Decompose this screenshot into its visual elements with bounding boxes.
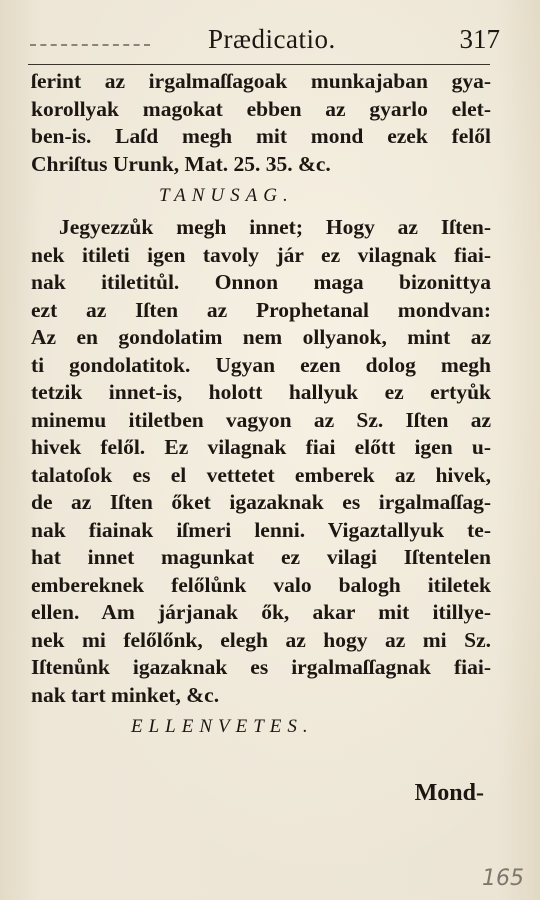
text-line: nak itiletitůl. Onnon maga bizonittya: [31, 270, 491, 294]
text-line: talatoſok es el vettetet emberek az hivek,: [31, 462, 491, 487]
text-line: Az en gondolatim nem ollyanok, mint az: [31, 325, 491, 349]
text-line: Jegyezzůk megh innet; Hogy az Iſten-: [59, 215, 491, 239]
text-line: ſerint az irgalmaſſagoak munkajaban gya-: [31, 69, 491, 93]
text-line: ti gondolatitok. Ugyan ezen dolog megh: [31, 352, 491, 377]
body-text: [31, 68, 491, 745]
section-heading-tanusag: TANUSAG.: [159, 185, 294, 206]
page-header: [30, 22, 500, 62]
header-rule: [28, 64, 490, 65]
text-line: nak tart minket, &c.: [31, 682, 220, 707]
text-line: Iſtenůnk igazaknak es irgalmaſſagnak fiai-: [31, 655, 491, 679]
text-line: ellen. Am járjanak ők, akar mit itillye-: [31, 600, 491, 624]
text-line: tetzik innet-is, holott hallyuk ez ertyůk: [31, 380, 491, 404]
text-line: ezt az Iſten az Prophetanal mondvan:: [31, 297, 491, 322]
header-ornament-rule: [30, 44, 150, 46]
page-number: 317: [459, 24, 500, 54]
section-heading-ellenvetes: ELLENVETES.: [131, 716, 314, 737]
text-line: nak fiainak iſmeri lenni. Vigaztallyuk te-: [31, 517, 491, 542]
text-line: korollyak magokat ebben az gyarlo elet-: [31, 96, 491, 121]
text-line: embereknek felőlůnk valo balogh itiletek: [31, 572, 491, 597]
text-line: nek mi felőlőnk, elegh az hogy az mi Sz.: [31, 627, 491, 652]
running-title: Prædicatio.: [208, 24, 336, 54]
text-line: de az Iſten őket igazaknak es irgalmaſſag-: [31, 490, 491, 514]
text-line: hivek felől. Ez vilagnak fiai előtt igen u-: [31, 435, 491, 459]
text-line: ben-is. Laſd megh mit mond ezek felől: [31, 124, 491, 148]
text-line: Chriſtus Urunk, Mat. 25. 35. &c.: [31, 151, 331, 176]
catchword: Mond-: [414, 780, 484, 806]
handwritten-folio-mark: 165: [482, 866, 524, 891]
text-line: hat innet magunkat ez vilagi Iſtentelen: [31, 545, 491, 569]
text-line: nek itileti igen tavoly jár ez vilagnak fiai-: [31, 242, 491, 267]
text-line: minemu itiletben vagyon az Sz. Iſten az: [31, 407, 491, 432]
